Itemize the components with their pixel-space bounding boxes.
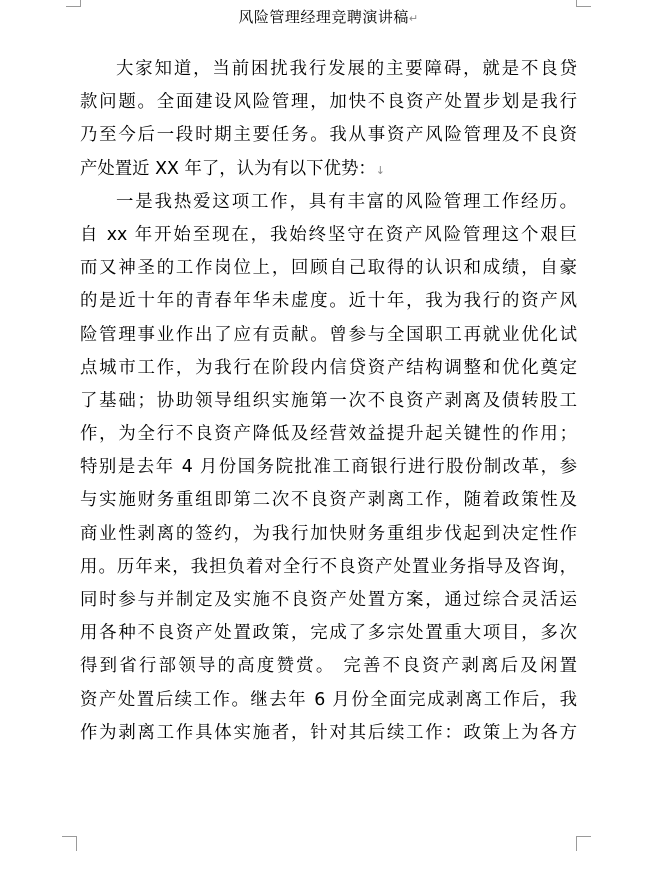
paragraph-mark-icon: ↓: [375, 163, 385, 177]
text-line[interactable]: 特别是去年 4 月份国务院批准工商银行进行股份制改革，参: [80, 457, 577, 478]
text-line[interactable]: 用。历年来，我担负着对全行不良资产处置业务指导及咨询，: [80, 556, 577, 577]
text-line[interactable]: 的是近十年的青春年华未虚度。近十年，我为我行的资产风: [80, 291, 577, 312]
text-line-content[interactable]: 产处置近 XX 年了，认为有以下优势：: [80, 158, 376, 179]
text-line[interactable]: 同时参与并制定及实施不良资产处置方案，通过综合灵活运: [80, 590, 577, 610]
document-body[interactable]: [80, 53, 577, 750]
text-line[interactable]: 了基础；协助领导组织实施第一次不良资产剥离及债转股工: [80, 390, 577, 411]
text-line[interactable]: 大家知道，当前困扰我行发展的主要障碍，就是不良贷: [116, 59, 577, 79]
text-line[interactable]: 得到省行部领导的高度赞赏。 完善不良资产剥离后及闲置: [80, 656, 577, 677]
text-line[interactable]: 险管理事业作出了应有贡献。曾参与全国职工再就业优化试: [80, 324, 577, 345]
text-line[interactable]: 与实施财务重组即第二次不良资产剥离工作，随着政策性及: [80, 490, 577, 511]
text-line[interactable]: 作为剥离工作具体实施者，针对其后续工作：政策上为各方: [80, 722, 577, 743]
text-line[interactable]: 用各种不良资产处置政策，完成了多宗处置重大项目，多次: [80, 623, 577, 644]
text-line[interactable]: [80, 153, 577, 186]
page-corner-bottom-left: [62, 836, 77, 851]
paragraph-mark-icon: ↵: [408, 12, 419, 25]
text-line[interactable]: 款问题。全面建设风险管理，加快不良资产处置步划是我行: [80, 92, 577, 113]
text-line[interactable]: 作，为全行不良资产降低及经营效益提升起关键性的作用；: [80, 424, 577, 445]
text-line[interactable]: 乃至今后一段时期主要任务。我从事资产风险管理及不良资: [80, 125, 577, 146]
text-line[interactable]: 商业性剥离的签约，为我行加快财务重组步伐起到决定性作: [80, 523, 577, 544]
page-corner-bottom-right: [576, 836, 591, 851]
text-line[interactable]: 资产处置后续工作。继去年 6 月份全面完成剥离工作后，我: [80, 689, 577, 710]
text-line[interactable]: 点城市工作，为我行在阶段内信贷资产结构调整和优化奠定: [80, 357, 577, 378]
document-title[interactable]: [0, 6, 657, 27]
text-line[interactable]: 自 xx 年开始至现在，我始终坚守在资产风险管理这个艰巨: [80, 224, 577, 245]
text-line[interactable]: 而又神圣的工作岗位上，回顾自己取得的认识和成绩，自豪: [80, 258, 577, 279]
text-line[interactable]: 一是我热爱这项工作，具有丰富的风险管理工作经历。: [116, 191, 577, 212]
title-text[interactable]: 风险管理经理竞聘演讲稿: [238, 8, 409, 26]
